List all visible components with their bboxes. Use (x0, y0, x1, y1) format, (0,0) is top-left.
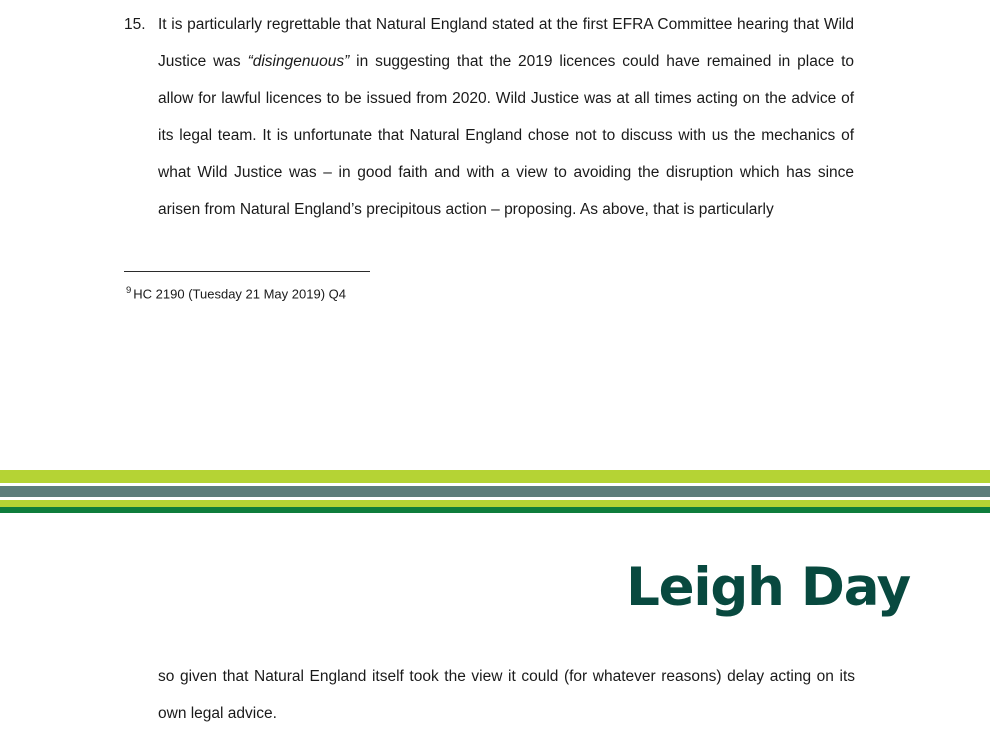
brand-band-lime-top (0, 470, 990, 483)
footnote-separator-rule (124, 271, 370, 272)
brand-band-slate (0, 486, 990, 497)
paragraph-emphasis: “disingenuous” (247, 53, 350, 70)
page-fragment-lower (0, 513, 990, 750)
continuation-paragraph: so given that Natural England itself took the view it could (for whatever reasons) delay acting on its own legal advice. (158, 668, 855, 722)
leigh-day-logo: Leigh Day (626, 557, 910, 618)
footnote-9 (126, 281, 346, 304)
footnote-marker: 9 (126, 285, 132, 296)
paragraph-text-part-2: in suggesting that the 2019 licences could have remained in place to allow for lawful licences to be issued from 2020. Wild Justice was at all times acting on the advice of its legal team. It is unfortunate that Natural England chose not to discuss with us the mechanics of what Wild Justice was – in good faith and with a view to avoiding the disruption which has since arisen from Natural England’s precipitous action – proposing. As above, that is particularly (158, 53, 854, 218)
paragraph-number: 15. (124, 16, 146, 33)
brand-band-lime-bottom (0, 500, 990, 507)
paragraph-text-part-1: It is particularly regrettable that Natural England stated at the first EFRA Committee hearing that Wild Justice was (158, 16, 854, 70)
paragraph-body (158, 6, 854, 228)
numbered-paragraph-15 (124, 6, 854, 228)
footnote-text: HC 2190 (Tuesday 21 May 2019) Q4 (133, 286, 346, 302)
